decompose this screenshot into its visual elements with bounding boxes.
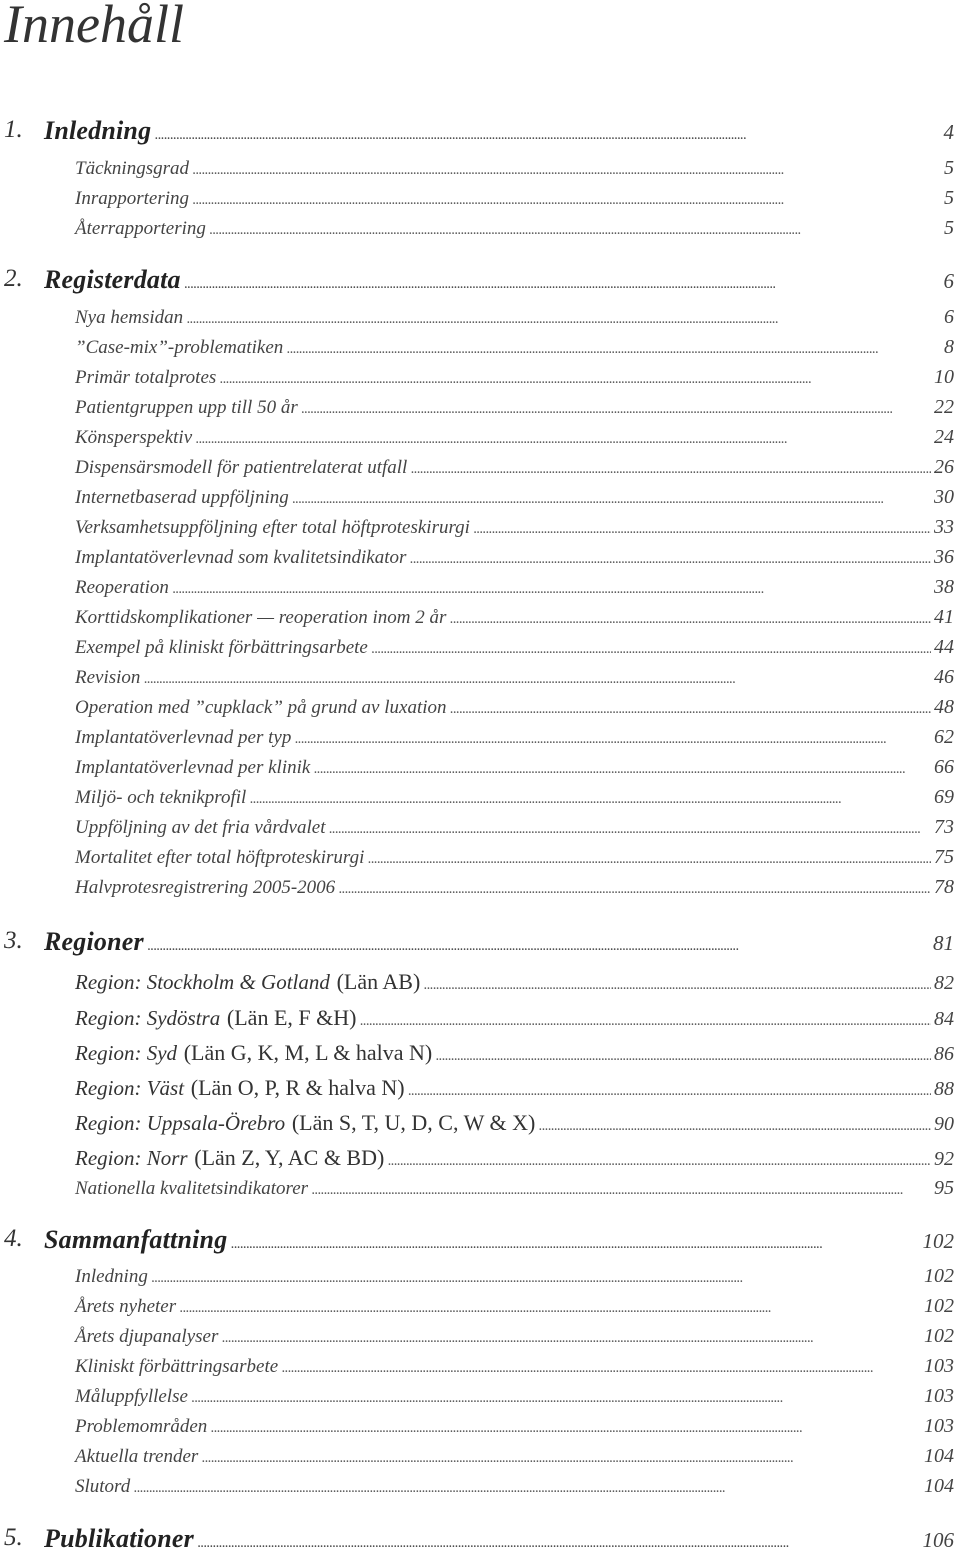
- toc-page-number: 44: [934, 636, 954, 658]
- toc-section-entry[interactable]: [0, 1265, 960, 1295]
- toc-entry-label: Måluppfyllelse: [75, 1386, 188, 1407]
- toc-dot-leader: [435, 1049, 931, 1064]
- toc-page-number: 6: [943, 269, 954, 293]
- toc-entry-label: Mortalitet efter total höftproteskirurgi: [75, 847, 365, 868]
- toc-page-number: 92: [934, 1148, 954, 1170]
- toc-page-number: 5: [944, 187, 954, 209]
- toc-entry-label: Könsperspektiv: [75, 427, 193, 448]
- toc-entry-label: Publikationer: [44, 1524, 194, 1553]
- toc-dot-leader: [313, 762, 931, 777]
- toc-dot-leader: [387, 1154, 931, 1169]
- toc-page-number: 103: [924, 1415, 954, 1437]
- toc-dot-leader: [172, 582, 931, 597]
- toc-page-number: 102: [924, 1325, 954, 1347]
- toc-region-name: Region: Väst: [75, 1076, 185, 1100]
- toc-region-name: Region: Sydöstra: [75, 1006, 221, 1030]
- toc-chapter-entry[interactable]: [0, 927, 960, 961]
- toc-dot-leader: [473, 522, 931, 537]
- toc-dot-leader: [221, 1331, 921, 1346]
- toc-section-entry[interactable]: [0, 187, 960, 217]
- toc-entry-label: Täckningsgrad: [75, 158, 189, 179]
- toc-entry-label: Miljö- och teknikprofil: [75, 787, 247, 808]
- toc-section-entry[interactable]: [0, 1415, 960, 1445]
- toc-dot-leader: [197, 1536, 920, 1551]
- toc-page-number: 33: [934, 516, 954, 538]
- toc-dot-leader: [371, 642, 931, 657]
- toc-dot-leader: [281, 1361, 921, 1376]
- toc-section-entry[interactable]: [0, 217, 960, 247]
- toc-page-number: 26: [934, 456, 954, 478]
- toc-region-entry[interactable]: [0, 1005, 960, 1039]
- toc-entry-label: Korttidskomplikationer — reoperation inom 2 år: [75, 607, 447, 628]
- toc-page-number: 30: [934, 486, 954, 508]
- toc-entry-label: Implantatöverlevnad per typ: [75, 727, 292, 748]
- toc-entry-label: [75, 1075, 405, 1101]
- toc-dot-leader: [195, 432, 931, 447]
- toc-entry-label: Inledning: [44, 116, 152, 145]
- toc-page-number: 8: [944, 336, 954, 358]
- toc-section-entry[interactable]: [0, 366, 960, 396]
- toc-chapter-entry[interactable]: [0, 265, 960, 299]
- toc-page-number: 69: [934, 786, 954, 808]
- toc-page-number: 62: [934, 726, 954, 748]
- toc-section-entry[interactable]: [0, 1385, 960, 1415]
- toc-page-number: 106: [922, 1528, 954, 1552]
- toc-entry-label: Revision: [75, 667, 141, 688]
- toc-page-number: 103: [924, 1355, 954, 1377]
- toc-region-name: Region: Uppsala-Örebro: [75, 1111, 286, 1135]
- toc-chapter-number: 1.: [4, 116, 23, 143]
- toc-page-number: 104: [924, 1475, 954, 1497]
- toc-section-entry[interactable]: [0, 486, 960, 516]
- toc-entry-label: Återrapportering: [75, 218, 206, 239]
- toc-dot-leader: [192, 193, 941, 208]
- toc-entry-label: Regioner: [44, 927, 144, 956]
- toc-section-entry[interactable]: [0, 576, 960, 606]
- toc-entry-label: Internetbaserad uppföljning: [75, 487, 289, 508]
- toc-dot-leader: [408, 1084, 931, 1099]
- toc-dot-leader: [292, 492, 931, 507]
- toc-page-number: 41: [934, 606, 954, 628]
- toc-page-number: 6: [944, 306, 954, 328]
- toc-page-number: 102: [922, 1229, 954, 1253]
- toc-entry-label: Implantatöverlevnad som kvalitetsindikator: [75, 547, 407, 568]
- toc-page-number: 78: [934, 876, 954, 898]
- toc-page-number: 5: [944, 217, 954, 239]
- toc-dot-leader: [186, 312, 941, 327]
- toc-dot-leader: [179, 1301, 921, 1316]
- page-title: Innehåll: [4, 0, 184, 54]
- toc-dot-leader: [449, 612, 931, 627]
- toc-dot-leader: [359, 1014, 931, 1029]
- toc-page-number: 103: [924, 1385, 954, 1407]
- toc-dot-leader: [286, 342, 941, 357]
- toc-page-number: 104: [924, 1445, 954, 1467]
- toc-page-number: 95: [934, 1177, 954, 1199]
- toc-dot-leader: [367, 852, 931, 867]
- toc-dot-leader: [410, 462, 931, 477]
- toc-page-number: 22: [934, 396, 954, 418]
- toc-section-entry[interactable]: [0, 157, 960, 187]
- toc-entry-label: Implantatöverlevnad per klinik: [75, 757, 311, 778]
- toc-region-entry[interactable]: [0, 1110, 960, 1144]
- toc-dot-leader: [191, 1391, 921, 1406]
- toc-entry-label: Nya hemsidan: [75, 307, 184, 328]
- toc-page-number: 102: [924, 1295, 954, 1317]
- toc-page-number: 46: [934, 666, 954, 688]
- toc-section-entry[interactable]: [0, 336, 960, 366]
- toc-dot-leader: [133, 1481, 921, 1496]
- toc-chapter-entry[interactable]: [0, 116, 960, 150]
- toc-page-number: 90: [934, 1113, 954, 1135]
- toc-section-entry[interactable]: [0, 426, 960, 456]
- toc-dot-leader: [538, 1119, 931, 1134]
- toc-entry-label: Årets nyheter: [75, 1296, 177, 1317]
- toc-page-number: 102: [924, 1265, 954, 1287]
- toc-page-number: 38: [934, 576, 954, 598]
- toc-entry-label: Nationella kvalitetsindikatorer: [75, 1178, 309, 1199]
- toc-region-name: Region: Stockholm & Gotland: [75, 970, 330, 994]
- toc-region-entry[interactable]: [0, 969, 960, 1003]
- toc-entry-label: Primär totalprotes: [75, 367, 217, 388]
- toc-section-entry[interactable]: [0, 756, 960, 786]
- toc-section-entry[interactable]: [0, 456, 960, 486]
- toc-entry-label: Sammanfattning: [44, 1225, 228, 1254]
- toc-section-entry[interactable]: [0, 546, 960, 576]
- toc-section-entry[interactable]: [0, 516, 960, 546]
- toc-section-entry[interactable]: [0, 816, 960, 846]
- toc-section-entry[interactable]: [0, 606, 960, 636]
- toc-page-number: 48: [934, 696, 954, 718]
- toc-entry-label: Registerdata: [44, 265, 181, 294]
- toc-section-entry[interactable]: [0, 1325, 960, 1355]
- toc-entry-label: Inledning: [75, 1266, 148, 1287]
- toc-page-number: 66: [934, 756, 954, 778]
- toc-region-name: Region: Norr: [75, 1146, 188, 1170]
- toc-dot-leader: [209, 223, 941, 238]
- toc-region-counties: (Län E, F &H): [226, 1005, 357, 1030]
- toc-section-entry[interactable]: [0, 1355, 960, 1385]
- toc-dot-leader: [423, 978, 931, 993]
- toc-section-entry[interactable]: [0, 1445, 960, 1475]
- toc-entry-label: Operation med ”cupklack” på grund av luxation: [75, 697, 447, 718]
- toc-page-number: 81: [933, 931, 954, 955]
- toc-dot-leader: [328, 822, 931, 837]
- toc-entry-label: Reoperation: [75, 577, 169, 598]
- toc-region-entry[interactable]: [0, 1075, 960, 1109]
- toc-region-counties: (Län S, T, U, D, C, W & X): [291, 1110, 536, 1135]
- toc-chapter-number: 4.: [4, 1225, 23, 1252]
- toc-chapter-number: 3.: [4, 927, 23, 954]
- toc-dot-leader: [294, 732, 931, 747]
- toc-entry-label: Inrapportering: [75, 188, 189, 209]
- toc-entry-label: Exempel på kliniskt förbättringsarbete: [75, 637, 368, 658]
- toc-entry-label: Kliniskt förbättringsarbete: [75, 1356, 279, 1377]
- toc-region-counties: (Län G, K, M, L & halva N): [183, 1040, 433, 1065]
- toc-entry-label: Verksamhetsuppföljning efter total höftproteskirurgi: [75, 517, 470, 538]
- toc-entry-label: [75, 1145, 384, 1171]
- toc-entry-label: Årets djupanalyser: [75, 1326, 219, 1347]
- toc-entry-label: Halvprotesregistrering 2005-2006: [75, 877, 336, 898]
- toc-section-entry[interactable]: [0, 846, 960, 876]
- toc-page-number: 82: [934, 972, 954, 994]
- toc-section-entry[interactable]: [0, 1177, 960, 1207]
- toc-dot-leader: [301, 402, 931, 417]
- toc-entry-label: [75, 1040, 432, 1066]
- toc-dot-leader: [154, 128, 940, 143]
- toc-region-counties: (Län Z, Y, AC & BD): [194, 1145, 385, 1170]
- toc-page-number: 84: [934, 1008, 954, 1030]
- toc-dot-leader: [192, 163, 941, 178]
- toc-page-number: 73: [934, 816, 954, 838]
- toc-page-number: 4: [943, 120, 954, 144]
- toc-section-entry[interactable]: [0, 786, 960, 816]
- toc-entry-label: Problemområden: [75, 1416, 208, 1437]
- toc-chapter-entry[interactable]: [0, 1225, 960, 1259]
- toc-entry-label: Patientgruppen upp till 50 år: [75, 397, 298, 418]
- toc-dot-leader: [450, 702, 931, 717]
- toc-page-number: 36: [934, 546, 954, 568]
- toc-entry-label: Slutord: [75, 1476, 131, 1497]
- toc-dot-leader: [147, 939, 930, 954]
- toc-entry-label: Dispensärsmodell för patientrelaterat utfall: [75, 457, 408, 478]
- toc-dot-leader: [338, 882, 931, 897]
- toc-section-entry[interactable]: [0, 1475, 960, 1505]
- toc-dot-leader: [184, 277, 941, 292]
- toc-page-number: 10: [934, 366, 954, 388]
- toc-dot-leader: [210, 1421, 921, 1436]
- toc-page-number: 75: [934, 846, 954, 868]
- toc-entry-label: [75, 969, 420, 995]
- toc-dot-leader: [201, 1451, 921, 1466]
- toc-dot-leader: [151, 1271, 921, 1286]
- toc-region-entry[interactable]: [0, 1040, 960, 1074]
- toc-region-counties: (Län AB): [336, 969, 421, 994]
- toc-page-number: 86: [934, 1043, 954, 1065]
- toc-dot-leader: [311, 1183, 931, 1198]
- toc-chapter-number: 5.: [4, 1524, 23, 1551]
- toc-page-number: 24: [934, 426, 954, 448]
- toc-page-number: 88: [934, 1078, 954, 1100]
- toc-page-number: 5: [944, 157, 954, 179]
- toc-region-name: Region: Syd: [75, 1041, 178, 1065]
- toc-dot-leader: [219, 372, 931, 387]
- toc-section-entry[interactable]: [0, 306, 960, 336]
- toc-entry-label: Uppföljning av det fria vårdvalet: [75, 817, 326, 838]
- toc-region-entry[interactable]: [0, 1145, 960, 1179]
- toc-chapter-entry[interactable]: [0, 1524, 960, 1558]
- toc-section-entry[interactable]: [0, 726, 960, 756]
- toc-entry-label: [75, 1005, 356, 1031]
- toc-chapter-number: 2.: [4, 265, 23, 292]
- toc-dot-leader: [249, 792, 931, 807]
- toc-entry-label: ”Case-mix”-problematiken: [75, 337, 284, 358]
- toc-section-entry[interactable]: [0, 696, 960, 726]
- toc-entry-label: [75, 1110, 535, 1136]
- toc-dot-leader: [230, 1237, 919, 1252]
- toc-entry-label: Aktuella trender: [75, 1446, 199, 1467]
- toc-dot-leader: [409, 552, 931, 567]
- toc-section-entry[interactable]: [0, 636, 960, 666]
- toc-dot-leader: [143, 672, 931, 687]
- toc-region-counties: (Län O, P, R & halva N): [190, 1075, 405, 1100]
- toc-section-entry[interactable]: [0, 1295, 960, 1325]
- toc-section-entry[interactable]: [0, 396, 960, 426]
- toc-section-entry[interactable]: [0, 876, 960, 906]
- toc-section-entry[interactable]: [0, 666, 960, 696]
